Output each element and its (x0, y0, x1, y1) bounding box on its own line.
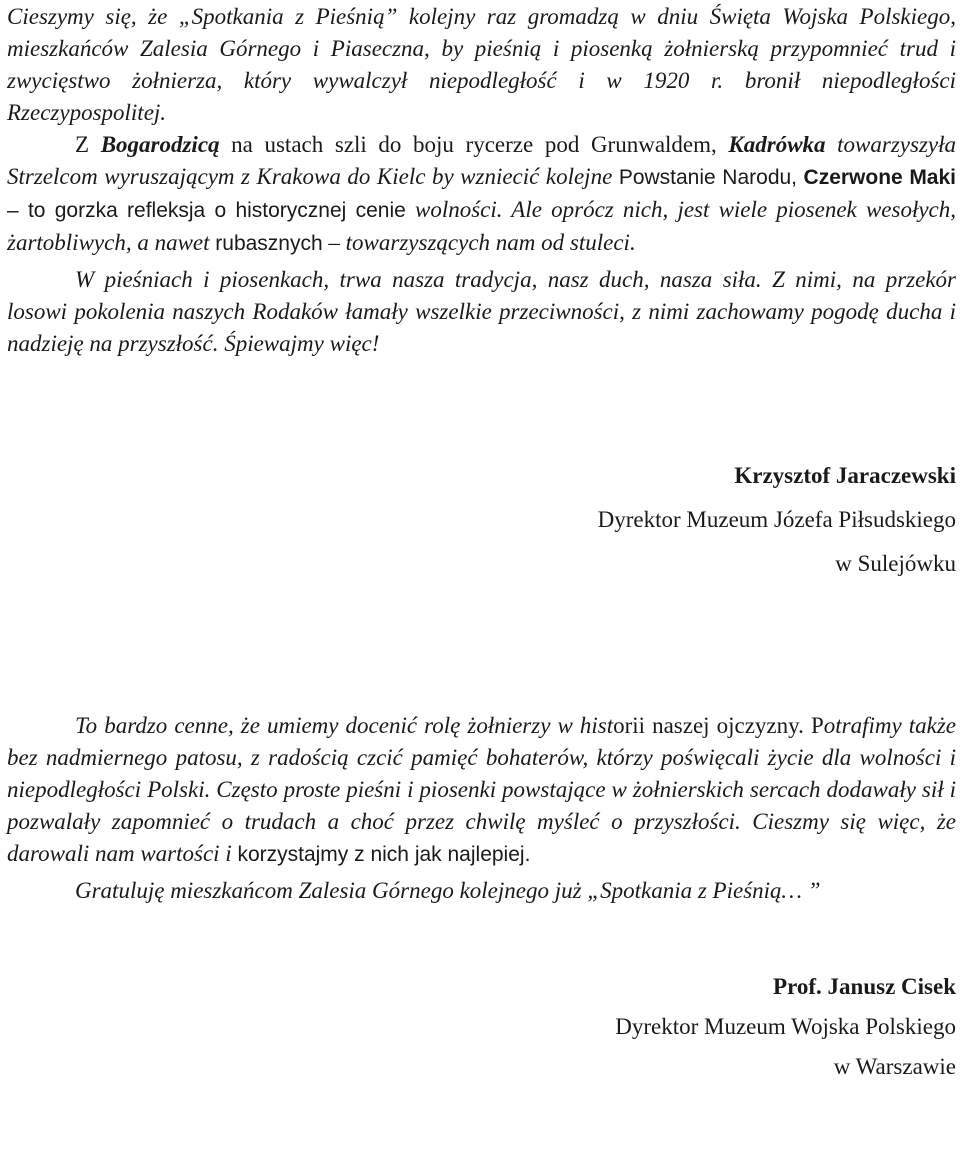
text-segment: otrafimy także bez nadmiernego patosu, z radością czcić pamięć bohaterów, którzy poświęcali życie dla wolności i niepodległości Polski. Często proste pieśni i piosenki powstające w żołnierskich sercach dodawały sił i pozwalały zapomnieć o trudach a choć przez chwilę myśleć o przyszłości. Cieszmy się więc, że darowali nam wartości i (7, 713, 957, 866)
signatory-title: Dyrektor Muzeum Józefa Piłsudskiego (597, 507, 956, 532)
document-page (7, 0, 956, 1083)
text-segment: To bardzo cenne, że umiemy docenić rolę żołnierzy w hist (75, 713, 614, 738)
song-title-bogarodzica: Bogarodzicą (100, 132, 220, 157)
text-segment: – to gorzka refleksja o historycznej cenie (7, 199, 406, 222)
song-title-czerwone-maki: Czerwone Maki (803, 166, 957, 189)
signatory-title: Dyrektor Muzeum Wojska Polskiego (615, 1014, 956, 1039)
signatory-place: w Sulejówku (835, 551, 956, 576)
signature-block-jaraczewski (7, 460, 956, 580)
signatory-name: Krzysztof Jaraczewski (734, 463, 956, 488)
word-z: Z (75, 132, 90, 157)
text-segment: – towarzyszących nam od stuleci. (328, 230, 636, 255)
text-segment: na ustach szli do boju rycerze pod Grunwaldem, (231, 132, 717, 157)
text-segment: wolności. Ale oprócz nich, jest wiele piosenek wesołych, żartobliwych, a nawet (7, 197, 956, 255)
value-paragraph (7, 710, 956, 871)
songs-paragraph (7, 129, 956, 260)
text-segment: P (810, 713, 824, 738)
song-title-kadrowka: Kadrówka (728, 132, 826, 157)
tradition-paragraph: W pieśniach i piosenkach, trwa nasza tradycja, nasz duch, nasza siła. Z nimi, na przekór losowi pokolenia naszych Rodaków łamały wszelkie przeciwności, z nimi zachowamy pogodę ducha i nadzieję na przyszłość. Śpiewajmy więc! (7, 267, 956, 356)
signatory-place: w Warszawie (833, 1054, 956, 1079)
signature-block-cisek (7, 971, 956, 1083)
signatory-name: Prof. Janusz Cisek (773, 974, 956, 999)
text-segment: rubasznych (215, 232, 323, 255)
text-segment: orii naszej ojczyzny. (613, 713, 804, 738)
congratulations-paragraph: Gratuluję mieszkańcom Zalesia Górnego kolejnego już „Spotkania z Pieśnią… ” (75, 878, 821, 903)
text-segment: korzystajmy z nich jak najlepiej. (237, 843, 531, 866)
text-segment: towarzyszyła Strzelcom wyruszającym z Krakowa do Kielc by wzniecić kolejne (7, 132, 957, 189)
intro-paragraph: Cieszymy się, że „Spotkania z Pieśnią” kolejny raz gromadzą w dniu Święta Wojska Polskiego, mieszkańców Zalesia Górnego i Piaseczna, by pieśnią i piosenką żołnierską przypomnieć trud i zwycięstwo żołnierza, który wywalczył niepodległość i w 1920 r. bronił niepodległości Rzeczypospolitej. (7, 4, 956, 125)
text-segment: Powstanie Narodu, (618, 166, 798, 189)
